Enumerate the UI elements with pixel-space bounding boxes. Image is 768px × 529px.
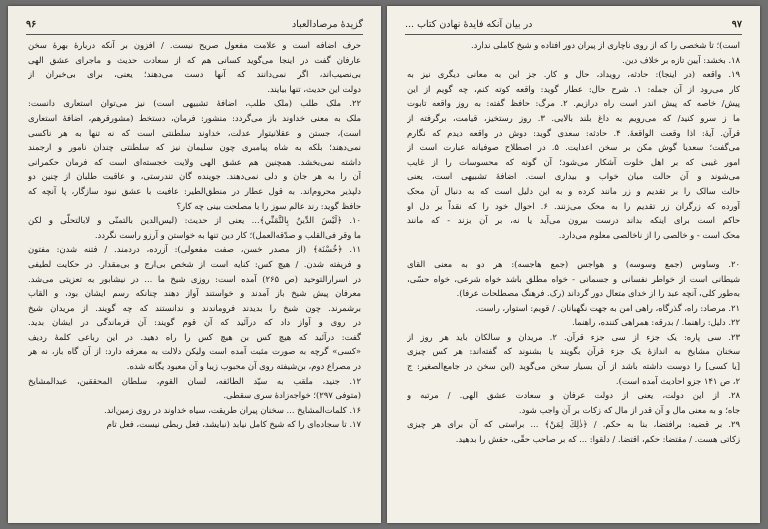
right-page-text bbox=[407, 38, 740, 509]
text-line: و فریفته شدن. / هیچ کس: کنایه است از شخص بی‌ارج و بی‌مقدار. در حکایت لطیفی bbox=[28, 258, 361, 269]
text-line: زکاتی هست. / مقتضا: حکم، اقتضا. / دلقوا: ... که بر صاحب حقّی، حقش را بدهید. bbox=[455, 434, 740, 445]
text-line: [یا کسی] را دوست داشته باشد از آن بسیار سخن می‌گوید (این سخن در جامع‌الصغیر: ج bbox=[407, 361, 740, 372]
text-line: ۱۱. ﴿خُسْنَة﴾ (از مصدر خسن، صفت مفعولی): آزرده، دردمند. / فتنه شدن: مفتون bbox=[28, 244, 361, 255]
text-line: برشمرند. چون شیخ را بدیدند فروماندند و ندانستند که چه گویند. از مریدان شیخ bbox=[28, 302, 361, 313]
text-line: ۱۰. ﴿لَيْسَ الدِّينُ بِالتَّمَنِّي﴾... یعنی از حدیث: (لیس‌الدین بالتمنّی و لابالتحلّی و لکن bbox=[28, 215, 361, 226]
left-page bbox=[8, 6, 381, 523]
text-line bbox=[407, 242, 740, 257]
text-line: دلپذیر محروم‌اند. به قول عطار در منطق‌الطیر: عافیت با عشق نبود سازگار، پا آنچه که bbox=[28, 185, 361, 196]
text-line: است)؛ تا شخصی را که از روی ناچاری از پیران دور افتاده و شیخ کاملی ندارد. bbox=[471, 40, 740, 50]
text-line: کار می‌رود از آن جمله: ۱. شرح حال: عطار گوید: واقعه کوته کنم، چه گویم از این bbox=[407, 83, 740, 94]
text-line: حاکم است برای اینکه بداند درست بیرون می‌آید یا نه، بر آن بزند - که مانند bbox=[407, 215, 740, 226]
left-page-number: ۹۶ bbox=[26, 18, 37, 30]
text-line: گفت: درآئید که هیچ کس بن هیچ کس را راه دهید. در این رباعی کلمهٔ ردیف bbox=[28, 331, 361, 342]
book-spread bbox=[8, 6, 760, 523]
text-line: ملک به معنی خداوند باز می‌گردد: منشور: فرمان، دستخط (مشورقرهم، اضافهٔ استعاری bbox=[28, 112, 361, 123]
text-line: ۱۹. واقعه (در اینجا): حادثه، رویداد، حال و کار. جز این به معانی دیگری نیز به bbox=[407, 69, 740, 80]
header-rule bbox=[26, 34, 363, 35]
text-line: نمی‌دهند؛ بلکه به شاه پیامبری چون سلیمان نیز که سلطنتی چندان نامور و ارجمند bbox=[28, 142, 361, 153]
text-line: می‌شوند و آن حالت میان خواب و بیداری است. اضافهٔ تشبیهی است، یعنی bbox=[407, 171, 740, 182]
right-running-title: در بیان آنکه فایدهٔ نهادن کتاب ... bbox=[405, 18, 533, 30]
text-line: می‌گفت؛ سعدیا گوش مکن بر سخن اعدایت. ۵. در اصطلاح صوفیانه عبارت است از bbox=[407, 142, 740, 153]
text-line: معرفان پیش شیخ باز آمدند و خواستند آواز دهند چنانکه رسم ایشان بود، و القاب bbox=[28, 288, 361, 299]
text-line: در مصراع دوم، بن‌شیفته روی آن محبوب زیبا و آن معبود یگانه شده. bbox=[126, 361, 361, 372]
text-line: در اسرارالتوحید (ص ۲۶۵) آمده است: روزی شیخ ما ... در نیشابور به تعزیتی می‌شد. bbox=[28, 273, 361, 284]
right-page-number: ۹۷ bbox=[731, 18, 742, 30]
text-line: ۱۲. جنید، ملقب به سیّد الطائفه، لسان القوم، سلطان المحققین، عبدالمشایخ bbox=[28, 375, 361, 386]
right-page bbox=[387, 6, 760, 523]
text-line: آن را به هر جان و دلی نمی‌دهند. جوینده گان تندرستی، و عاقبت طلبان از چنین دو bbox=[28, 171, 361, 182]
text-line: حرف اضافه است و علامت مفعول صریح نیست. / افزون بر آنکه دربارهٔ بهرهٔ سخن bbox=[28, 40, 361, 50]
text-line: به‌طور کلی، آنچه عبد را از خدای متعال دور گرداند (رک. فرهنگ مصطلحات عرفا). bbox=[456, 288, 740, 299]
text-line: جاه؛ و به معنی مال و آن قدر از مال که زکات بر آن واجب شود. bbox=[518, 404, 740, 415]
text-line: است)، جستن و عقلانیتوار عدلت، خداوند سلطنتی است که نه تنها به هر ناکسی bbox=[28, 127, 361, 138]
header-rule bbox=[405, 34, 742, 35]
text-line: قرآن. آیهٔ: اذا وقعت الواقعهٔ. ۴. حادثه: سعدی گوید: دوش در واقعه دیدم که نگارم bbox=[407, 127, 740, 138]
text-line: ۱۸. بخشد: آیین تازه بر خلاف دین. bbox=[622, 54, 740, 65]
left-page-header bbox=[26, 16, 363, 32]
text-line: ۱۷. تا سجاده‌ای را که شیخ کامل نیابد (نبایشد، فعل ربطی نیست، فعل تام bbox=[106, 419, 361, 430]
text-line: ۲۳. سی پاره: یک جزء از سی جزء قرآن. ۲. مریدان و سالکان باید هر روز از bbox=[407, 331, 740, 342]
right-page-header bbox=[405, 16, 742, 32]
text-line: ۲۰. وساوس (جمع وسوسه) و هواجس (جمع هاجسه): هر دو به معنی القای bbox=[407, 258, 740, 269]
text-line: ما ز سرو کنید/ که می‌رویم به داغ بلند بالایی. ۳. روز رستخیز، قیامت، برگرفته از bbox=[407, 112, 740, 123]
text-line: ۲۸. از این دولت، یعنی از دولت عرفان و سعادت عشق الهی. / مرتبه و bbox=[407, 390, 740, 401]
text-line: ما وقر فی‌القلب و صدّقه‌العمل)؛ کار دین تنها به خواستن و آرزو راست نگردد. bbox=[94, 229, 361, 240]
text-line: پیش/ خاصه که پیش اندر است راه درازیم. ۲. مرگ: حافظ گفته: به روز واقعه تابوت bbox=[407, 98, 740, 109]
text-line: «کسی» گرچه به صورت مثبت آمده است ولیکن دلالت به معرفه دارد: از آن گاه باز، نه هر bbox=[28, 346, 361, 357]
text-line: حافظ گوید: رند عالم سوز را با مصلحت بینی چه کار؟ bbox=[176, 200, 361, 211]
text-line: ۲۹. بر قضیه: برافتضا، بنا به حکم. / ﴿ذٰلِكَ لِمَنْ﴾ ... براستی که آن برای هر چیزی bbox=[407, 419, 740, 430]
left-running-title: گزیدهٔ مرصادالعباد bbox=[291, 18, 363, 30]
text-line: (متوفی ۲۹۷)؛ خواجه‌زادهٔ سری سقطی. bbox=[223, 390, 361, 401]
text-line: محک است - و خالصی را از ناخالصی معلوم می‌دارد. bbox=[558, 229, 740, 240]
text-line: امور غیبی که بر اهل خلوت آشکار می‌شود؛ آن گونه که محسوسات را از غایب bbox=[407, 156, 740, 167]
text-line: شیطانی است از خواطر نفسانی و جسمانی - خواه مطلق باشد خواه شرعی، خواه حسّی، bbox=[407, 273, 740, 284]
text-line: بی‌نصیب‌اند، اگر نمی‌دانند که آنها دست می‌دهند؛ یعنی، برای بی‌خبران از bbox=[28, 69, 361, 80]
text-line: ۲۱. مرصاد: راه، گذرگاه، راهی امن به جهت نگهبانان. / قویم: استوار، راست. bbox=[475, 302, 740, 313]
text-line: در روی و آواز داد که درآئید که آن قوم گویند: آن فرماندگی در ایشان بدید. bbox=[28, 317, 361, 328]
text-line: ۲۲. دلیل: راهنما. / بدرقه: همراهی کننده، راهنما. bbox=[571, 317, 740, 328]
text-line: آورده که زرگران زر تقدیم را به محک می‌زنند. ۶. احوال خود را که نقداً بر دل او bbox=[407, 200, 740, 211]
text-line: ۲۲. ملک طلب (ملک طلب، اضافهٔ تشبیهی است) نیز می‌توان استعاری دانست: bbox=[28, 98, 361, 109]
text-line: ۲، ص ۱۴۱ جزو احادیث آمده است). bbox=[615, 375, 740, 386]
left-page-text bbox=[28, 38, 361, 509]
text-line: سخنان مشایخ به اندازهٔ یک جزء قرآن بگویند یا بشنوند که گفته‌اند: هر کس چیزی bbox=[407, 346, 740, 357]
text-line: داشته نمی‌بخشد. همچنین هم عشق الهی ولایت خجسته‌ای است که فرمان حکمرانی bbox=[28, 156, 361, 167]
text-line: حالت سالک را بر تقدیم و زر مانند کرده و به این دلیل است که به دنبال آن محک bbox=[407, 185, 740, 196]
text-line: ۱۶. کلمات‌المشایخ ... سخنان پیران طریقت، سیاه خداوند در روی زمین‌اند. bbox=[104, 404, 361, 415]
text-line: عارفان گفت در اینجا می‌گوید کسانی هم که از سعادت حدیث و ماجرای عشق الهی bbox=[28, 54, 361, 65]
text-line: دولت این حدیث، تنها بیایند. bbox=[267, 83, 361, 94]
